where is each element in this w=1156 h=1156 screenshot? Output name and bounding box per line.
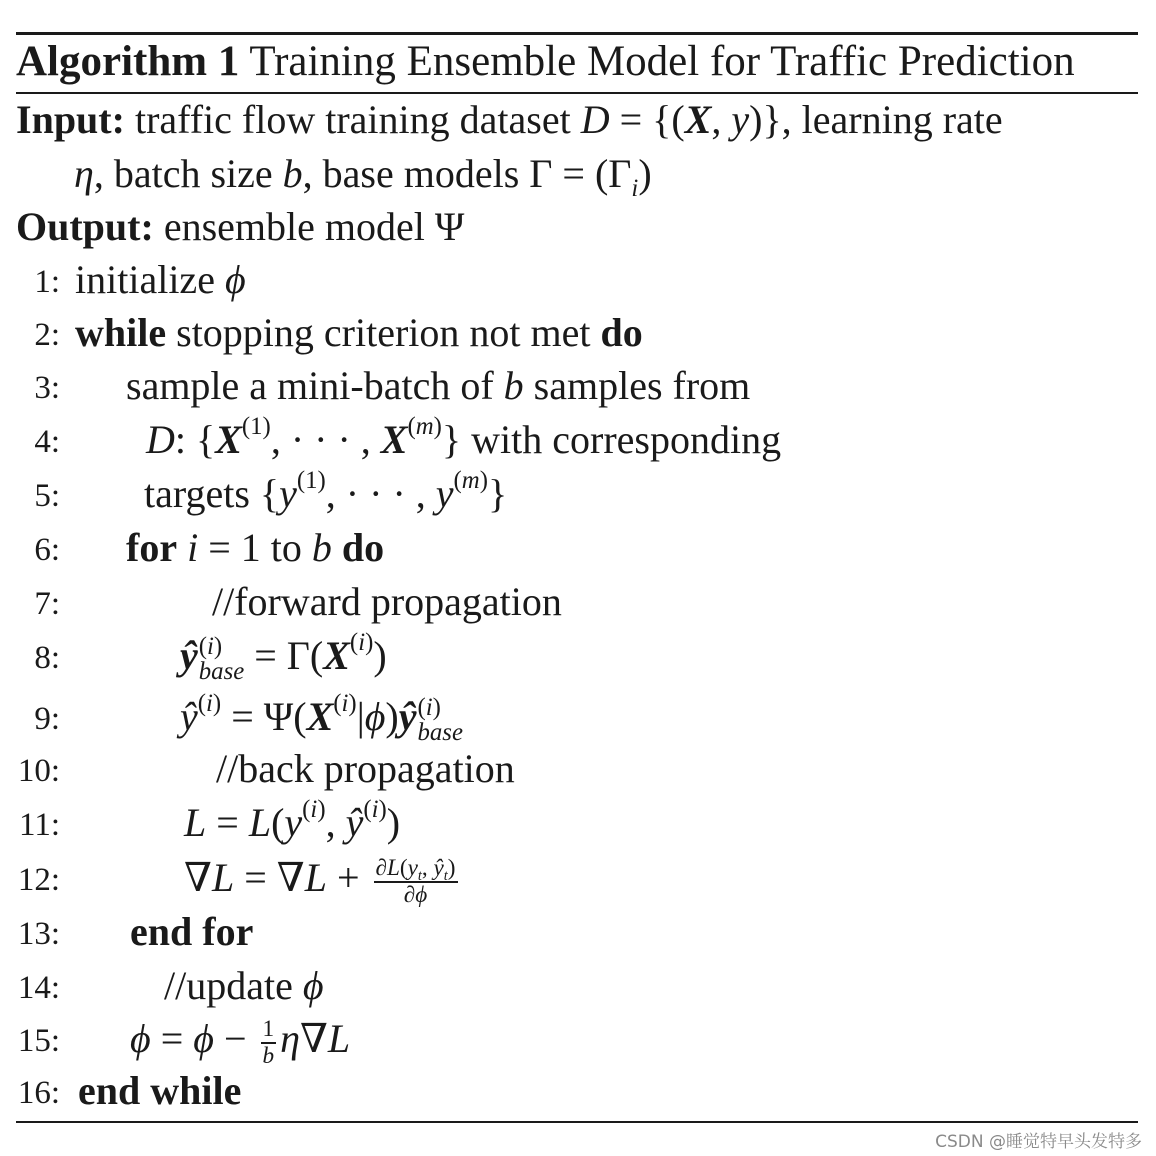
- input-text-4: base models: [322, 151, 520, 196]
- keyword-do-for: do: [341, 525, 385, 570]
- line-number-2: 2:: [34, 317, 60, 353]
- line-number-4: 4:: [34, 424, 60, 460]
- algorithm-title: [16, 36, 1075, 88]
- step-3-text-b: samples from: [533, 363, 751, 408]
- line-number-15: 15:: [17, 1023, 60, 1059]
- input-text-2: learning rate: [801, 97, 1003, 142]
- top-rule: [16, 32, 1138, 35]
- gradient-fraction: $\frac{\partial L(y_t, ŷ_t)}{\partial\phi}$: [375, 855, 456, 908]
- header-rule: [16, 92, 1138, 94]
- input-text-3: batch size: [113, 151, 273, 196]
- line-number-12: 12:: [17, 862, 60, 898]
- input-label: Input:: [16, 97, 125, 142]
- line-number-10: 10:: [17, 753, 60, 789]
- step-4: D: {$X^{(1)}$, · · · , $X^{(m)}$} with corresponding: [146, 413, 782, 462]
- watermark: CSDN @睡觉特早头发特多: [935, 1132, 1142, 1152]
- step-6-to: to: [270, 525, 302, 570]
- step-6: for i = 1 to b do: [126, 525, 385, 570]
- step-12: ∇L = ∇L + $\frac{\partial L(y_t, ŷ_t)}{\partial\phi}$: [184, 855, 456, 908]
- line-number-16: 16:: [17, 1075, 60, 1111]
- step-14-comment: //update: [164, 963, 293, 1008]
- keyword-for: for: [126, 525, 178, 570]
- line-number-8: 8:: [34, 640, 60, 676]
- step-5: targets {$y^{(1)}$, · · · , $y^{(m)}$}: [144, 467, 508, 516]
- keyword-while: while: [75, 310, 167, 355]
- line-number-11: 11:: [19, 807, 60, 843]
- step-16: [78, 1067, 241, 1115]
- line-number-9: 9:: [34, 701, 60, 737]
- step-2: [75, 309, 643, 357]
- keyword-end-for: end for: [130, 909, 254, 954]
- line-number-7: 7:: [34, 586, 60, 622]
- line-number-6: 6:: [34, 532, 60, 568]
- algorithm-title-text: Training Ensemble Model for Traffic Prediction: [249, 38, 1075, 85]
- input-line-2: η, batch size b, base models $\Gamma = (\Gamma_i)$: [74, 151, 652, 202]
- line-number-13: 13:: [17, 916, 60, 952]
- step-11: $L = L(y^{(i)}$, $ŷ^{(i)}$): [184, 796, 401, 845]
- input-line-1: Input: traffic flow training dataset D = {(X, y)}, learning rate: [16, 97, 1003, 142]
- line-number-14: 14:: [17, 970, 60, 1006]
- one-over-b-fraction: $\frac{1}{b}$: [262, 1016, 275, 1069]
- line-number-1: 1:: [34, 264, 60, 300]
- step-1-text: initialize: [75, 257, 215, 302]
- keyword-do: do: [600, 310, 643, 355]
- step-13: [130, 908, 253, 956]
- input-text-1: traffic flow training dataset: [134, 97, 571, 142]
- line-number-3: 3:: [34, 370, 60, 406]
- keyword-end-while: end while: [78, 1068, 242, 1113]
- output-text: ensemble model: [163, 204, 425, 249]
- output-line: Output: ensemble model Ψ: [16, 204, 465, 249]
- step-7-comment: //forward propagation: [212, 579, 562, 624]
- step-14: //update ϕ: [164, 963, 324, 1008]
- output-label: Output:: [16, 204, 154, 249]
- step-4-text: with corresponding: [471, 417, 782, 462]
- line-number-5: 5:: [34, 478, 60, 514]
- step-3: sample a mini-batch of b samples from: [126, 363, 751, 408]
- step-15: ϕ = ϕ − $\frac{1}{b}$ η∇L: [130, 1016, 351, 1069]
- algorithm-label: Algorithm 1: [16, 38, 240, 85]
- step-2-text: stopping criterion not met: [176, 310, 591, 355]
- step-8: ŷ (i) base = $\Gamma(X^{(i)})$: [180, 629, 387, 685]
- step-1: initialize ϕ: [75, 257, 246, 302]
- step-10-comment: //back propagation: [216, 746, 515, 791]
- step-9: $ŷ^{(i)}$ = $\Psi(X^{(i)}|\phi)ŷ$ (i) base: [180, 690, 463, 746]
- bottom-rule: [16, 1121, 1138, 1123]
- step-3-text-a: sample a mini-batch of: [126, 363, 494, 408]
- step-5-text: targets: [144, 471, 250, 516]
